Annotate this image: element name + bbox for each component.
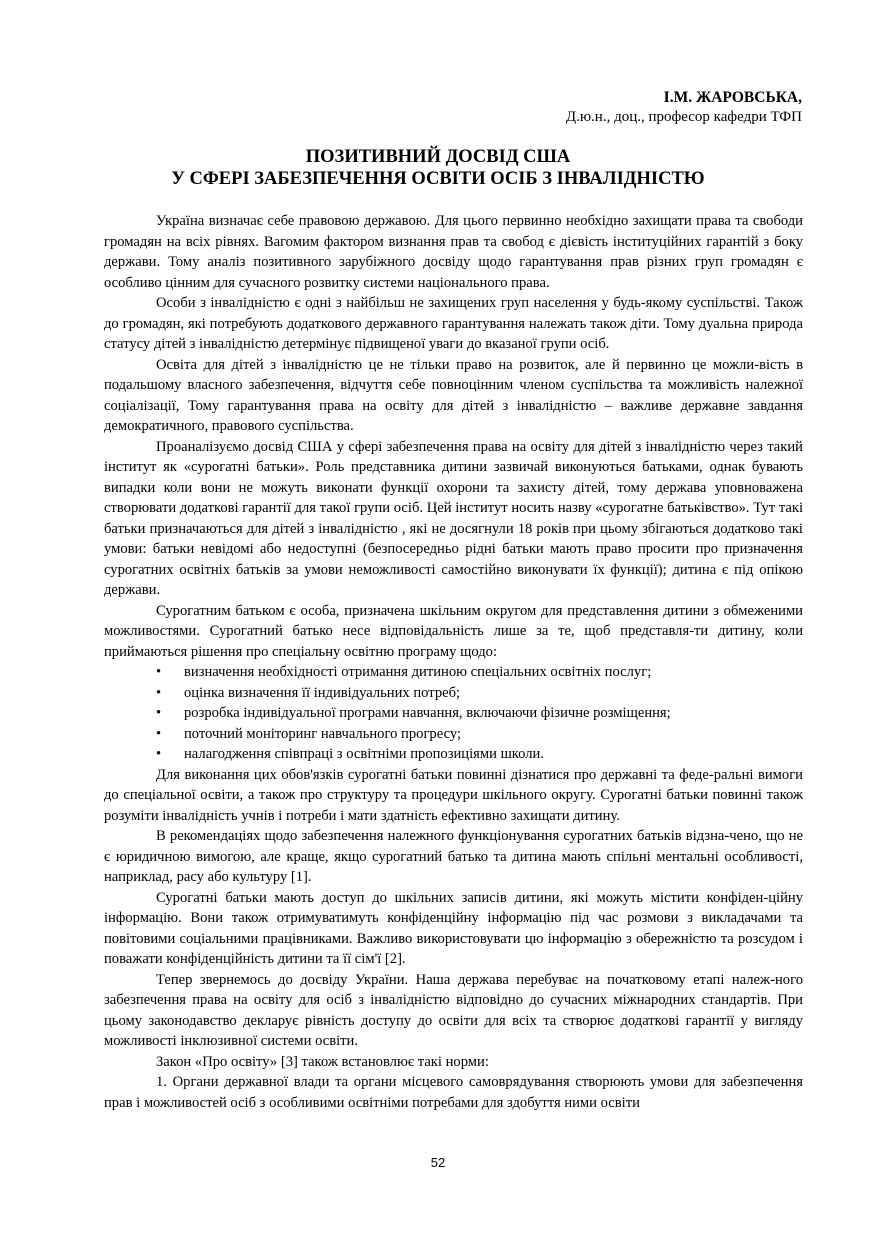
bullet-icon: •: [156, 664, 162, 680]
paragraph: Особи з інвалідністю є одні з найбільш не захищених груп населення у будь-якому суспільстві. Також до громадян, які потребують додаткового державного гарантування належать також діти. Тому дуальна природа статусу дітей з інвалідністю детермінує підвищеної уваги до вказаної групи осіб.: [104, 295, 803, 352]
list-item-text: оцінка визначення її індивідуальних потреб;: [184, 684, 461, 701]
paragraph: Для виконання цих обов'язків сурогатні батьки повинні дізнатися про державні та феде-ральні вимоги до спеціальної освіти, а також про структуру та процедури шкільного округу. Сурогатні батьки повинні також розуміти інвалідність учнів і потреби і мати здатність ефективно захищати дитину.: [104, 766, 803, 824]
list-item-text: розробка індивідуальної програми навчання, включаючи фізичне розміщення;: [184, 705, 671, 721]
article-body: [104, 211, 803, 1113]
paragraph: Сурогатним батьком є особа, призначена шкільним округом для представлення дитини з обмеженими можливостями. Сурогатний батько несе відповідальність лише за те, щоб представля-ти дитину, коли приймаються рішення про спеціальну освітню програму щодо:: [104, 602, 803, 660]
paragraph: Проаналізуємо досвід США у сфері забезпечення права на освіту для дітей з інвалідністю через такий інститут як «сурогатні батьки». Роль представника дитини зазвичай виконуються батьками, однак бувають випадки коли вони не можуть виконати функції охорони та захисту дітей, тому держава уповноважена створювати додаткові гарантії для такої групи осіб. Цей інститут носить назву «сурогатне батьківство». Тут такі батьки призначаються для дітей з інвалідністю , які не досягнули 18 років при цьому збігаються додатково такі умови: батьки невідомі або недоступні (безпосередньо рідні батьки мають право просити про призначення сурогатних освітніх батьків за умови неможливості самостійно виконувати їх функції); дитина є під опікою держави.: [104, 438, 803, 598]
title-line-1: ПОЗИТИВНИЙ ДОСВІД США: [305, 147, 571, 167]
bullet-icon: •: [156, 705, 162, 721]
list-item-text: поточний моніторинг навчального прогресу;: [184, 725, 462, 742]
paragraph: Тепер звернемось до досвіду України. Наша держава перебуває на початковому етапі належ-ного забезпечення права на освіту для осіб з інвалідністю відповідно до сучасних міжнародних стандартів. При цьому законодавство декларує рівність доступу до освіти для всіх та створює додаткові гарантії у вигляду можливості інклюзивної системи освіти.: [104, 971, 803, 1049]
list-item: [104, 703, 803, 724]
paragraph: Освіта для дітей з інвалідністю це не тільки право на розвиток, але й первинно це можли-вість в подальшому власного забезпечення, відчуття себе повноцінним членом суспільства та можливість належної соціалізації, Тому гарантування права на освіту для дітей з інвалідністю – важливе державне завдання демократичного, правового суспільства.: [104, 356, 803, 434]
page-number: 52: [430, 1155, 446, 1170]
list-item: [104, 724, 803, 745]
list-item-text: визначення необхідності отримання дитиною спеціальних освітніх послуг;: [184, 664, 652, 680]
author-position: Д.ю.н., доц., професор кафедри ТФП: [565, 109, 802, 125]
article-title: [60, 146, 816, 190]
paragraph: Закон «Про освіту» [3] також встановлює такі норми:: [156, 1053, 489, 1070]
bullet-list: [104, 662, 803, 765]
list-item-text: налагодження співпраці з освітніми пропозиціями школи.: [184, 746, 544, 762]
paragraph: 1. Органи державної влади та органи місцевого самоврядування створюють умови для забезпечення прав і можливостей осіб з особливими освітніми потребами для здобуття ними освіти: [104, 1074, 803, 1111]
author-block: [566, 88, 802, 127]
author-name: І.М. ЖАРОВСЬКА,: [663, 89, 802, 106]
title-line-2: У СФЕРІ ЗАБЕЗПЕЧЕННЯ ОСВІТИ ОСІБ З ІНВАЛІДНІСТЮ: [171, 169, 705, 189]
list-item: [104, 662, 803, 683]
paragraph: Сурогатні батьки мають доступ до шкільних записів дитини, які можуть містити конфіден-ційну інформацію. Вони також отримуватимуть конфіденційну інформацію під час розмови з викладачами та повітовими соціальними працівниками. Важливо використовувати цю інформацію з обережністю та розсудом і поважати конфіденційність дитини та її сім'ї [2].: [104, 889, 803, 967]
paragraph: Україна визначає себе правовою державою. Для цього первинно необхідно захищати права та свободи громадян на всіх рівнях. Вагомим фактором визнання прав та свобод є дієвість інституційних гарантій з боку держави. Тому аналіз позитивного зарубіжного досвіду щодо гарантування прав різних груп громадян є особливо цінним для сучасного розвитку системи національного права.: [104, 213, 803, 291]
list-item: [104, 744, 803, 765]
bullet-icon: •: [156, 684, 162, 701]
list-item: [104, 683, 803, 704]
paragraph: В рекомендаціях щодо забезпечення належного функціонування сурогатних батьків відзна-чено, що не є юридичною вимогою, але краще, якщо сурогатний батько та дитина мають спільні ментальні особливості, наприклад, расу або культуру [1].: [104, 828, 803, 885]
bullet-icon: •: [156, 725, 162, 742]
bullet-icon: •: [156, 746, 162, 762]
